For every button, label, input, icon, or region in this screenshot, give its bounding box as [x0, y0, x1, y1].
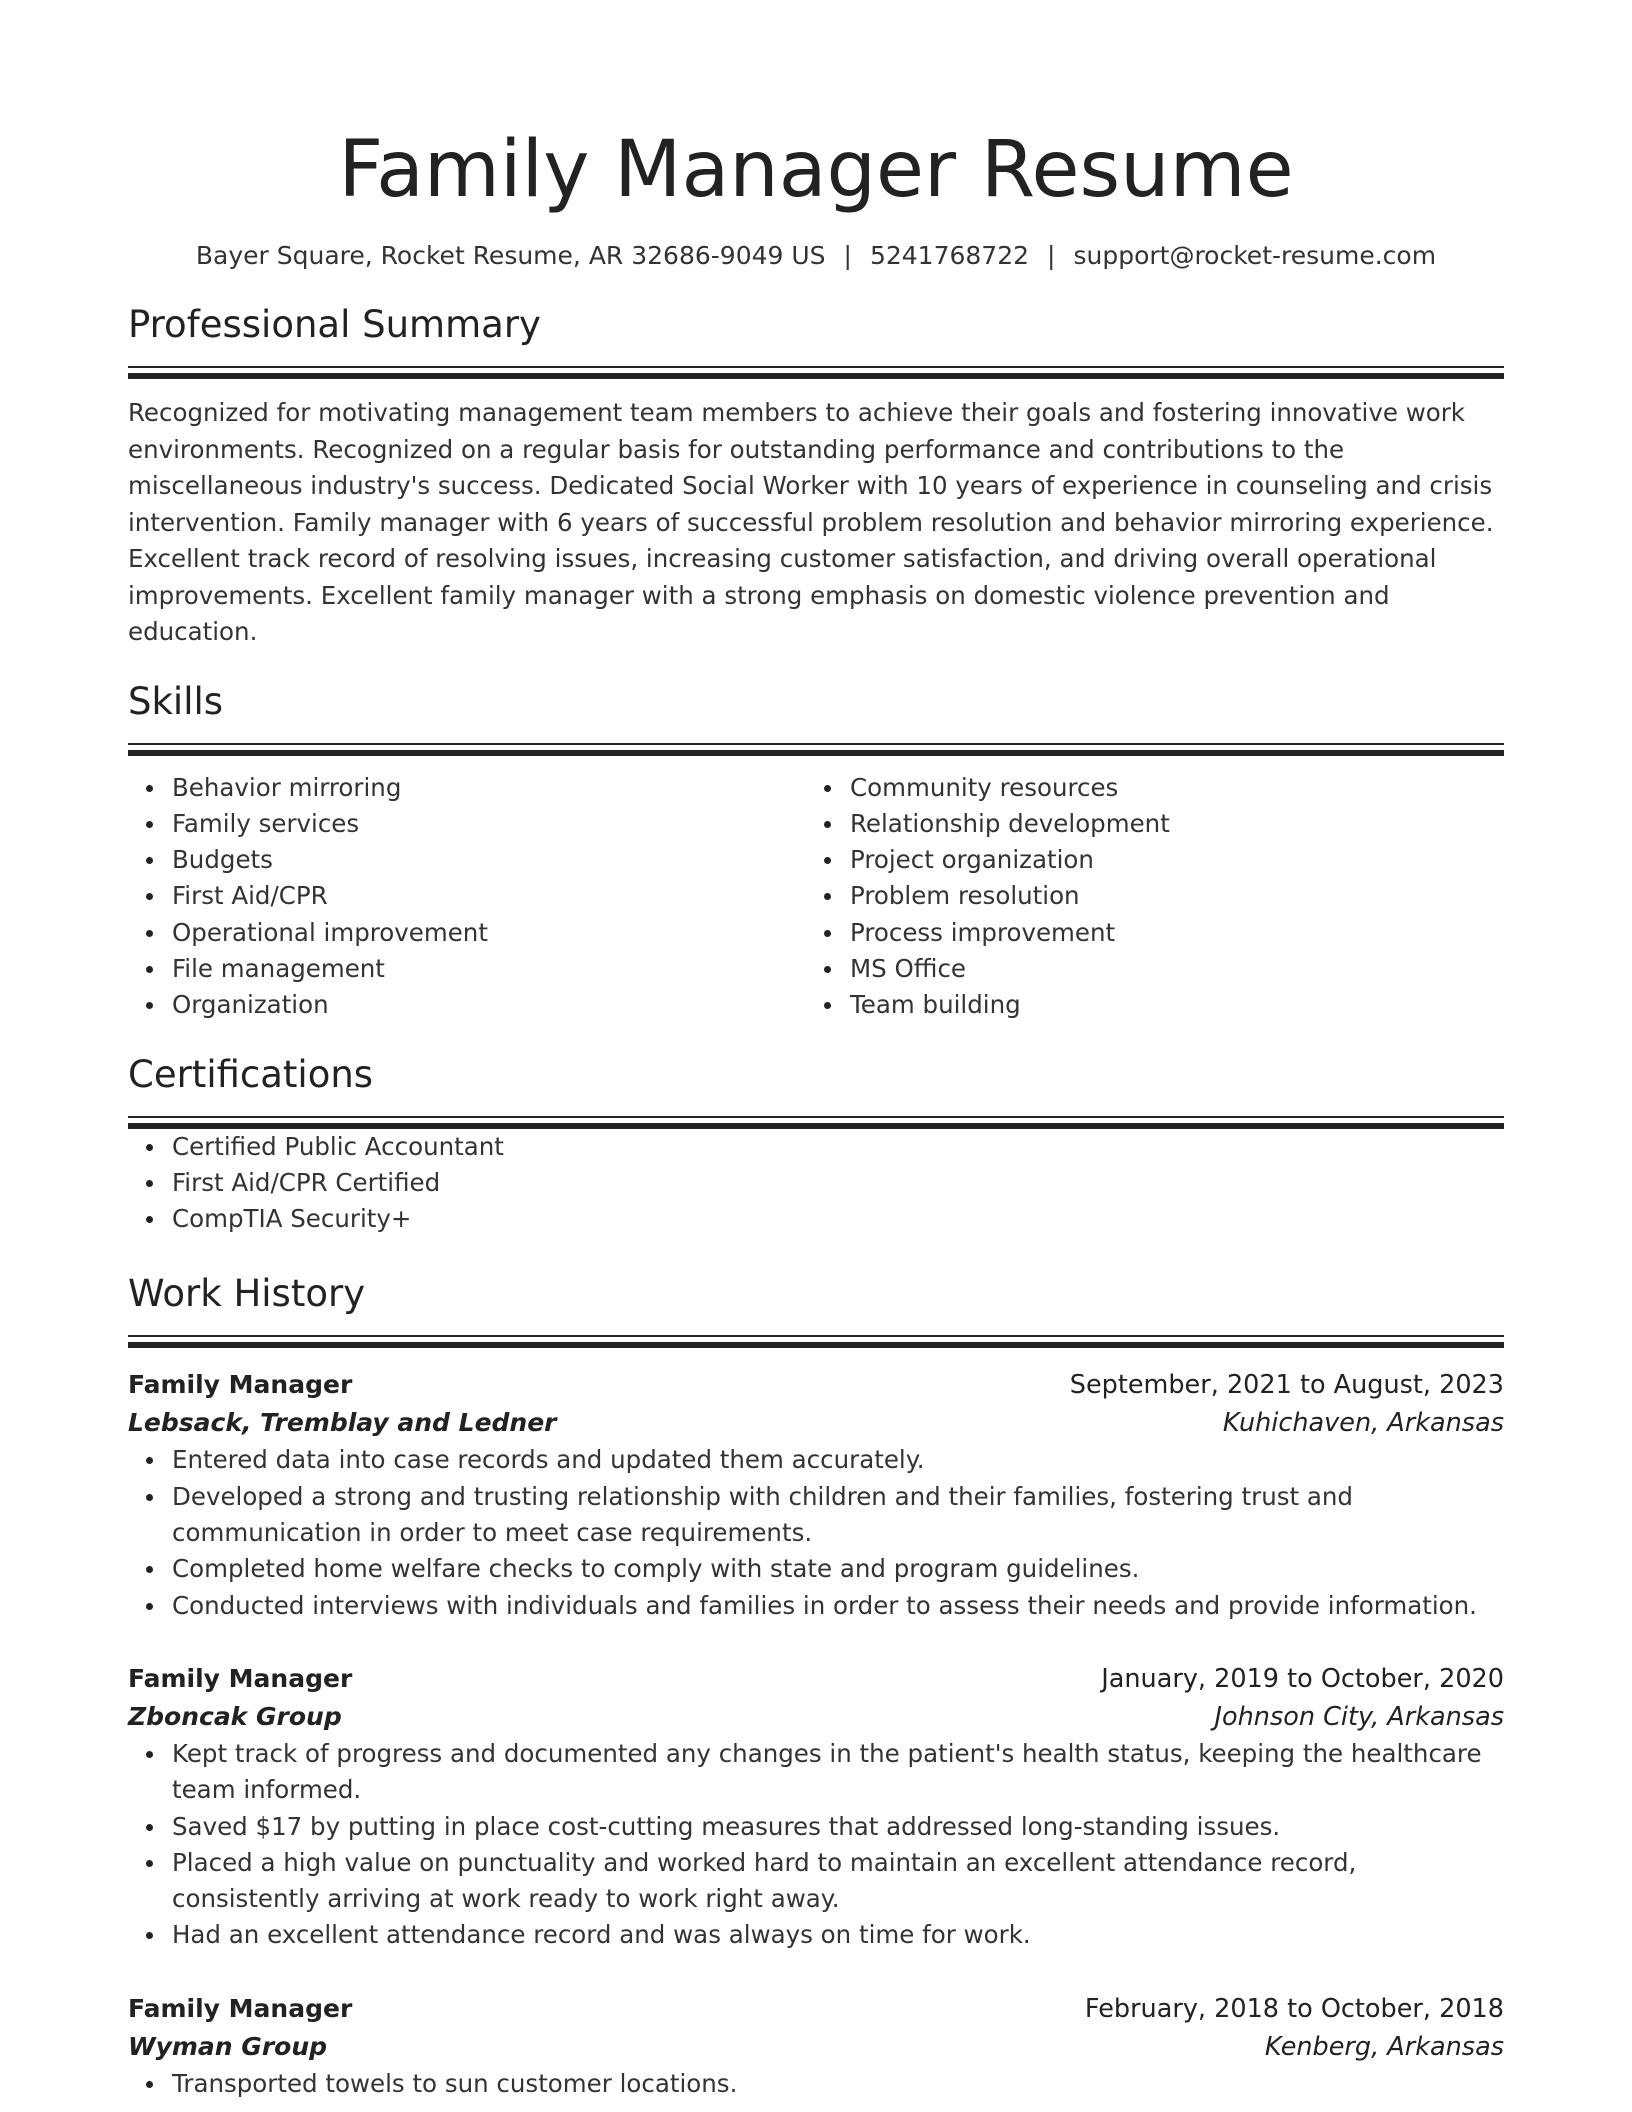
skill-item: Organization [172, 987, 806, 1023]
job-bullets [128, 2066, 1504, 2102]
skill-item: Behavior mirroring [172, 770, 806, 806]
skill-item: Problem resolution [850, 878, 1484, 914]
job-dates: September, 2021 to August, 2023 [1069, 1370, 1504, 1401]
job-header-row [128, 1660, 1504, 1698]
job-bullet: Completed home welfare checks to comply with state and program guidelines. [172, 1551, 1504, 1587]
skill-item: Project organization [850, 842, 1484, 878]
contact-address: Bayer Square, Rocket Resume, AR 32686-9049 US [195, 241, 826, 270]
job-bullet: Saved $17 by putting in place cost-cutting measures that addressed long-standing issues. [172, 1809, 1504, 1845]
contact-separator: | [843, 241, 852, 270]
certifications-list [128, 1129, 1504, 1238]
contact-phone: 5241768722 [869, 241, 1030, 270]
summary-text: Recognized for motivating management team members to achieve their goals and fostering innovative work environments. Recognized on a regular basis for outstanding performance and contributions to the miscellaneous industry's success. Dedicated Social Worker with 10 years of experience in counseling and crisis intervention. Family manager with 6 years of successful problem resolution and behavior mirroring experience. Excellent track record of resolving issues, increasing customer satisfaction, and driving overall operational improvements. Excellent family manager with a strong emphasis on domestic violence prevention and education. [128, 398, 1494, 646]
job-company-row [128, 1698, 1504, 1736]
certifications-heading: Certifications [128, 1052, 374, 1096]
job-entry [128, 1366, 1504, 1623]
skills-section [128, 677, 1504, 1024]
skills-columns [128, 770, 1504, 1024]
section-rule [128, 366, 1504, 368]
job-company-row [128, 2028, 1504, 2066]
contact-separator: | [1047, 241, 1056, 270]
job-dates: January, 2019 to October, 2020 [1101, 1663, 1504, 1694]
job-location: Kuhichaven, Arkansas [1222, 1408, 1504, 1439]
job-title: Family Manager [128, 1993, 353, 2023]
job-header-row [128, 1366, 1504, 1404]
skills-list-right [806, 770, 1484, 1024]
job-company: Zboncak Group [128, 1701, 342, 1731]
skill-item: Team building [850, 987, 1484, 1023]
resume-title: Family Manager Resume [338, 125, 1294, 215]
job-bullet: Entered data into case records and updated them accurately. [172, 1442, 1504, 1478]
skill-item: First Aid/CPR [172, 878, 806, 914]
skill-item: Community resources [850, 770, 1484, 806]
job-bullet: Kept track of progress and documented any changes in the patient's health status, keeping the healthcare team informed. [172, 1736, 1504, 1809]
section-rule [128, 1335, 1504, 1337]
job-bullet: Placed a high value on punctuality and worked hard to maintain an excellent attendance record, consistently arriving at work ready to work right away. [172, 1845, 1504, 1918]
resume-page [128, 118, 1504, 2102]
job-company: Lebsack, Tremblay and Ledner [128, 1408, 557, 1438]
skills-heading: Skills [128, 679, 224, 723]
job-company-row [128, 1404, 1504, 1442]
certifications-section [128, 1050, 1504, 1238]
summary-heading: Professional Summary [128, 303, 541, 346]
skill-item: Relationship development [850, 806, 1484, 842]
summary-section [128, 300, 1504, 651]
job-bullets [128, 1736, 1504, 1954]
skills-column-left [128, 770, 806, 1024]
job-bullet: Transported towels to sun customer locations. [172, 2066, 1504, 2102]
contact-email: support@rocket-resume.com [1073, 241, 1437, 270]
job-header-row [128, 1990, 1504, 2028]
job-bullet: Conducted interviews with individuals and families in order to assess their needs and provide information. [172, 1588, 1504, 1624]
job-bullets [128, 1442, 1504, 1623]
skill-item: Process improvement [850, 915, 1484, 951]
job-entry [128, 1660, 1504, 1954]
certification-item: Certified Public Accountant [172, 1129, 1504, 1165]
certification-item: First Aid/CPR Certified [172, 1165, 1504, 1201]
job-title: Family Manager [128, 1370, 353, 1400]
section-rule-thick [128, 373, 1504, 379]
skill-item: File management [172, 951, 806, 987]
work-history-heading: Work History [128, 1272, 366, 1316]
job-entry [128, 1990, 1504, 2102]
skills-column-right [806, 770, 1484, 1024]
section-rule-thick [128, 1342, 1504, 1348]
job-title: Family Manager [128, 1663, 353, 1693]
work-history-section [128, 1269, 1504, 2102]
skill-item: MS Office [850, 951, 1484, 987]
section-rule [128, 1116, 1504, 1118]
job-bullet: Developed a strong and trusting relationship with children and their families, fostering trust and communication in order to meet case requirements. [172, 1479, 1504, 1552]
section-rule [128, 743, 1504, 745]
job-bullet: Had an excellent attendance record and was always on time for work. [172, 1917, 1504, 1953]
job-company: Wyman Group [128, 2031, 328, 2061]
skill-item: Operational improvement [172, 915, 806, 951]
contact-line [128, 238, 1504, 274]
job-location: Kenberg, Arkansas [1264, 2031, 1504, 2062]
skill-item: Family services [172, 806, 806, 842]
section-rule-thick [128, 750, 1504, 756]
skill-item: Budgets [172, 842, 806, 878]
job-location: Johnson City, Arkansas [1214, 1701, 1504, 1732]
job-dates: February, 2018 to October, 2018 [1084, 1993, 1504, 2024]
skills-list-left [128, 770, 806, 1024]
certification-item: CompTIA Security+ [172, 1201, 1504, 1237]
